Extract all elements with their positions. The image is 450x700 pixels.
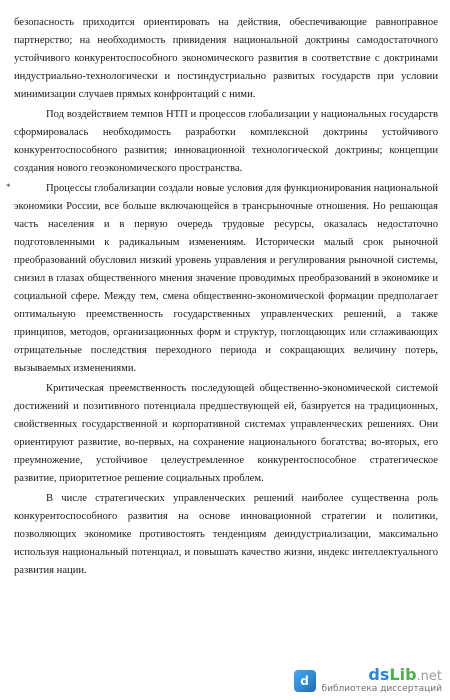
dslib-watermark xyxy=(294,667,442,694)
dslib-logo-text: dsLib.net xyxy=(368,665,442,684)
margin-mark: * xyxy=(6,182,11,192)
dslib-subtitle: библиотека диссертаций xyxy=(321,684,442,694)
dslib-logo-icon: d xyxy=(294,670,316,692)
paragraph-4: Критическая преемственность последующей общественно-экономической системой достижений и позитивного потенциала предшествующей ей, базируется на традиционных, свойственных государственной и корпоративной системах управленческих решениях. Они ориентируют развитие, во-первых, на сохранение национального богатства; во-вторых, его преумножение, устойчивое целеустремленное конкурентоспособное стратегическое развитие, приоритетное решение социальных проблем. xyxy=(14,383,438,484)
document-body xyxy=(14,14,438,580)
paragraph-2: Под воздействием темпов НТП и процессов глобализации у национальных государств сформировалась необходимость разработки комплексной доктрины устойчивого конкурентоспособного развития; инновационной технологической доктрины; концепции создания нового геоэкономического пространства. xyxy=(14,109,438,174)
paragraph-5: В числе стратегических управленческих решений наиболее существенна роль конкурентоспособного развития на основе инновационной стратегии и политики, позволяющих экономике противостоять тенденциям деиндустриализации, максимально используя национальный потенциал, и повышать качество жизни, индекс интеллектуального развития нации. xyxy=(14,493,438,576)
paragraph-1: безопасность приходится ориентировать на действия, обеспечивающие равноправное партнерство; на необходимость привидения национальной доктрины самодостаточного устойчивого конкурентоспособного экономического развития в соответствие с доктринами индустриально-технологически и постиндустриально развитых государств при условии минимизации случаев прямых конфронтаций с ними. xyxy=(14,17,438,100)
paragraph-3: Процессы глобализации создали новые условия для функционирования национальной экономики России, все больше включающейся в трансрыночные отношения. Но решающая часть населения и в первую очередь трудовые ресурсы, оказалась недостаточно подготовленными к радикальным изменениям. Исторически малый срок рыночной преобразований обусловил низкий уровень управления и регулирования рыночной системы, снизил в глазах общественного мнения значение проводимых преобразований в экономике и социальной сфере. Между тем, смена общественно-экономической формации предполагает оптимальную преемственность государственных управленческих решений, а также принципов, методов, организационных форм и структур, поглощающих или сглаживающих отрицательные последствия переходного периода и сокращающих величину потерь, вызываемых изменениями. xyxy=(14,183,438,374)
